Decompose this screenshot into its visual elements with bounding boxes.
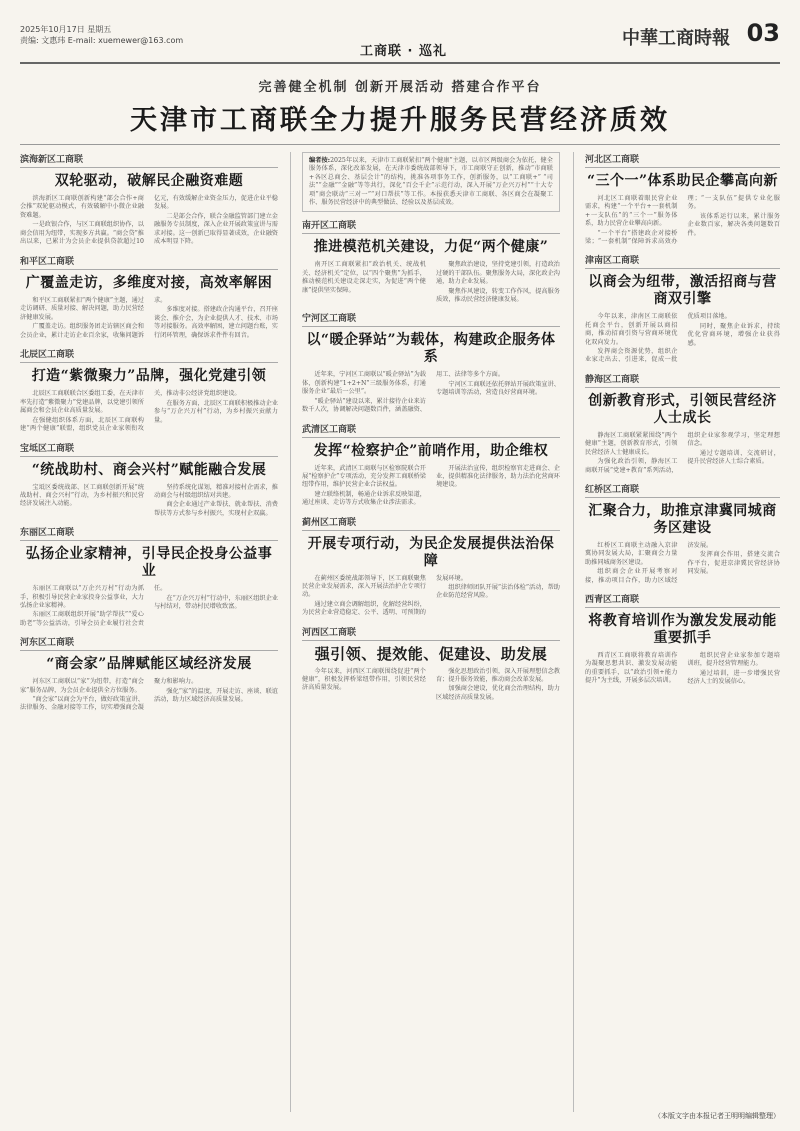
paragraph: “一个平台”搭建政企对接桥梁；“一套机制”保障诉求高效办理；“一支队伍”提供专业化服务。 <box>585 195 780 246</box>
article-body <box>585 195 780 246</box>
paragraph: 通过培训，进一步增强民营经济人士的发展信心。 <box>687 669 780 686</box>
paragraph: 一是政银合作，与区工商联组织协作，以商会信用为纽带，实现多方共赢。“商会贷”推出以来，已累计为会员企业提供贷款超过10亿元，有效缓解企业资金压力，促进企业平稳发展。 <box>20 195 278 246</box>
paragraph: 今年以来，河西区工商联围绕促进“两个健康”，积极发挥桥梁纽带作用，引领民营经济高质量发展。 <box>302 667 426 692</box>
paragraph: 二是部会合作，联合金融监管部门建立金融服务专员制度，深入企业开展政策宣讲与需求对接。这一创新已取得显著成效，企业融资成本明显下降。 <box>154 212 278 246</box>
article-region: 滨海新区工商联 <box>20 152 278 168</box>
article-dongli <box>20 525 278 628</box>
article-region: 北辰区工商联 <box>20 347 278 363</box>
article-jinnan <box>585 253 780 364</box>
article-xiqing <box>585 592 780 687</box>
article-baodi <box>20 441 278 519</box>
paragraph: 聚焦政治建设，坚持党建引领，打造政治过硬的干部队伍。聚焦服务大局，深化政企沟通，助力企业发展。 <box>436 261 560 286</box>
article-title: 发挥“检察护企”前哨作用，助企维权 <box>313 442 549 459</box>
editor-line: 责编: 文惠玮 E-mail: xuemewer@163.com <box>20 36 184 45</box>
paragraph: “商会家”以商会为平台，做好政策宣讲、法律服务、金融对接等工作，切实增强商会凝聚力和影响力。 <box>20 678 198 712</box>
article-title: 汇聚合力，助推京津冀同城商务区建设 <box>588 502 777 536</box>
article-body <box>585 542 780 585</box>
article-title: 打造“紫微聚力”品牌，强化党建引领 <box>31 368 267 385</box>
article-region: 津南区工商联 <box>585 253 780 269</box>
article-binhai <box>20 152 278 247</box>
paragraph: 近年来，宁河区工商联以“暖企驿站”为载体，创新构建“1+2+N”三级服务体系，打通服务企业“最后一公里”。 <box>302 371 426 396</box>
column-divider-right <box>573 152 574 1112</box>
article-title: 双轮驱动，破解民企融资难题 <box>54 173 244 189</box>
article-region: 武清区工商联 <box>302 422 560 438</box>
newspaper-name: 中華工商時報 <box>622 28 730 49</box>
paragraph: 近年来，武清区工商联与区检察院联合开展“检察护企”专项活动，充分发挥工商联桥梁纽带作用，维护民营企业合法权益。 <box>302 464 426 489</box>
article-jinghai <box>585 372 780 475</box>
article-body <box>20 484 278 519</box>
headline-divider <box>20 144 780 145</box>
paragraph: 北辰区工商联联合区委组工委，在天津市率先打造“紫微聚力”党建品牌，以党建引领所属商会和会员企业高质量发展。 <box>20 390 144 415</box>
paragraph: 发挥商会作用，搭建交流合作平台，促进京津冀民营经济协同发展。 <box>687 551 780 576</box>
article-title: 弘扬企业家精神，引导民企投身公益事业 <box>25 546 273 580</box>
paragraph: 加强商会建设，优化商会治理结构，助力区域经济高质量发展。 <box>436 685 560 701</box>
page-headline: 天津市工商联全力提升服务民营经济质效 <box>130 105 670 136</box>
paragraph: “暖企驿站”建设以来，累计接待企业来访数千人次，协调解决问题数百件，涵盖融资、用工、法律等多个方面。 <box>302 371 505 414</box>
article-region: 河北区工商联 <box>585 152 780 168</box>
issue-date: 2025年10月17日 星期五 <box>20 25 112 34</box>
article-region: 河西区工商联 <box>302 625 560 641</box>
paragraph: 组织民营企业家参加专题培训班，提升经营管理能力。 <box>687 651 780 668</box>
paragraph: 河北区工商联着眼民营企业需求，构建“一个平台+一套机制+一支队伍”的“三个一”服务体系，助力民营企业攀高向新。 <box>585 195 678 228</box>
paragraph: 通过建立商会调解组织，化解经营纠纷，为民营企业营造稳定、公平、透明、可预期的发展环境。 <box>302 574 467 617</box>
article-heping <box>20 254 278 341</box>
paragraph: 通过专题培训、交流研讨，提升民营经济人士综合素质。 <box>687 449 780 466</box>
article-title: 广覆盖走访，多维度对接，高效率解困 <box>25 274 273 291</box>
paragraph: 开展法治宣传，组织检察官走进商会、企业，提供精准化法律服务，助力法治化营商环境建设。 <box>436 464 560 489</box>
article-region: 红桥区工商联 <box>585 482 780 498</box>
paragraph: 宝坻区委统战部、区工商联创新开展“统战助村、商会兴村”行动，为乡村振兴和民营经济发展注入动能。 <box>20 483 144 508</box>
masthead-date-block <box>20 24 183 46</box>
paragraph: 组织商会企业开展考察对接，推动项目合作，助力区域经济发展。 <box>585 541 713 584</box>
editor-note-text: 2025年以来，天津市工商联紧扣“两个健康”主题，以市区两级商会为依托，健全服务体系，深化改革发展，在天津市委统战部领导下，市工商联守正创新，推动“市商联+各区总商会、基层会计”的结构，挑准各项事务工作，创新服务，以“工商联+” “司法”“金融”“金融”等等共行，深化“百会千企”示范行动，深入开展“万企兴万村”“十大专项”商会联动“三对一”“对口帮扶”等工作。本报获悉天津市工商联、各区商会在凝聚工作、服务民营经济中的典型做法、经验以及基层成效。 <box>309 157 553 207</box>
column-name: 工商联 · 巡礼 <box>360 44 447 59</box>
paragraph: 坚持系统化谋划，精准对接村企需求，推动商会与村级组织结对共建。 <box>154 483 278 499</box>
article-hedong <box>20 635 278 713</box>
article-title: 将教育培训作为激发发展动能重要抓手 <box>588 612 777 646</box>
article-jizhou <box>302 515 560 618</box>
article-title: 以商会为纽带，激活招商与营商双引擎 <box>588 274 777 308</box>
paragraph: 组织律师团队开展“法治体检”活动，帮助企业防范经营风险。 <box>436 583 560 600</box>
column-divider-left <box>290 152 291 1112</box>
paragraph: 发挥商会资源优势，组织企业家走出去、引进来，促成一批优质项目落地。 <box>585 313 731 364</box>
left-column <box>20 152 278 713</box>
paragraph: 在服务方面，北辰区工商联积极推动企业参与“万企兴万村”行动，为乡村振兴贡献力量。 <box>154 399 278 424</box>
masthead <box>20 19 780 60</box>
article-title: “三个一”体系助民企攀高向新 <box>586 173 779 189</box>
paragraph: 东丽区工商联以“万企兴万村”行动为抓手，积极引导民营企业家投身公益事业，大力弘扬企业家精神。 <box>20 585 144 609</box>
paragraph: 强化思想政治引领，深入开展理想信念教育；提升服务效能，推动商会改革发展。 <box>436 667 560 683</box>
article-body <box>20 195 278 247</box>
article-title: 推进模范机关建设，力促“两个健康” <box>313 239 549 256</box>
right-column <box>585 152 780 687</box>
article-hebei <box>585 152 780 246</box>
article-body <box>585 652 780 687</box>
article-title: 开展专项行动，为民企发展提供法治保障 <box>307 535 555 569</box>
article-region: 宁河区工商联 <box>302 311 560 327</box>
article-title: “统战助村、商会兴村”赋能融合发展 <box>31 461 267 478</box>
article-hexi <box>302 625 560 703</box>
article-ninghe <box>302 311 560 414</box>
paragraph: 在强健组织体系方面，北辰区工商联构建“两个健康”联盟，组织党员企业家领衔攻关，推动非公经济党组织建设。 <box>20 390 241 433</box>
article-region: 宝坻区工商联 <box>20 441 278 457</box>
page-number: 03 <box>746 19 780 47</box>
article-beichen <box>20 347 278 433</box>
article-body <box>302 465 560 508</box>
paragraph: 为强化政治引领，静海区工商联开展“党建+教育”系列活动，组织企业家参观学习，坚定理想信念。 <box>585 431 780 474</box>
paragraph: 该体系运行以来，累计服务企业数百家，解决各类问题数百件。 <box>687 212 780 237</box>
paragraph: 同时，聚焦企业诉求，持续优化营商环境，增强企业获得感。 <box>687 322 780 347</box>
article-nankai <box>302 218 560 304</box>
article-body <box>302 371 560 414</box>
paragraph: 河东区工商联以“家”为纽带，打造“商会家”服务品牌，为会员企业提供全方位服务。 <box>20 678 144 694</box>
article-title: “商会家”品牌赋能区域经济发展 <box>46 656 252 673</box>
article-body <box>20 390 278 433</box>
article-region: 和平区工商联 <box>20 254 278 270</box>
article-body <box>585 432 780 475</box>
paragraph: 建立联络机制，畅通企业诉求反映渠道，通过座谈、走访等方式收集企业涉法需求。 <box>302 490 426 507</box>
article-region: 河东区工商联 <box>20 635 278 651</box>
paragraph: 东丽区工商联组织开展“助学帮扶”“爱心助老”等公益活动，引导会员企业履行社会责任。 <box>20 585 167 627</box>
article-wuqing <box>302 422 560 508</box>
paragraph: 宁河区工商联还依托驿站开展政策宣讲、专题培训等活动，营造良好营商环境。 <box>436 380 560 397</box>
article-region: 东丽区工商联 <box>20 525 278 541</box>
paragraph: 红桥区工商联主动融入京津冀协同发展大局，汇聚商会力量助推同城商务区建设。 <box>585 541 678 566</box>
paragraph: 强化“家”的温度，开展走访、座谈、联谊活动，助力区域经济高质量发展。 <box>154 687 278 703</box>
article-body <box>20 585 278 628</box>
paragraph: 和平区工商联紧扣“两个健康”主题，通过走访调研、质量对接、解决问题，助力民营经济健康发展。 <box>20 296 144 321</box>
article-body <box>302 261 560 304</box>
article-title: 以“暖企驿站”为载体，构建政企服务体系 <box>306 332 556 366</box>
middle-column <box>302 152 560 702</box>
editor-note <box>302 152 560 212</box>
article-body <box>302 575 560 618</box>
paragraph: 在“万企兴万村”行动中，东丽区组织企业与村结对，带动村民增收致富。 <box>154 594 278 610</box>
slogan: 完善健全机制 创新开展活动 搭建合作平台 <box>258 80 542 95</box>
article-body <box>302 668 560 703</box>
article-region: 蓟州区工商联 <box>302 515 560 531</box>
masthead-divider <box>20 62 780 64</box>
article-title: 创新教育形式，引领民营经济人士成长 <box>588 392 777 426</box>
article-region: 西青区工商联 <box>585 592 780 608</box>
paragraph: 聚焦作风建设，转变工作作风，提高服务质效，推动民营经济健康发展。 <box>436 287 560 304</box>
article-hongqiao <box>585 482 780 585</box>
article-region: 南开区工商联 <box>302 218 560 234</box>
paragraph: 在蓟州区委统战部领导下，区工商联聚焦民营企业发展需求，深入开展法治护企专项行动。 <box>302 574 426 599</box>
article-body <box>585 313 780 364</box>
article-body <box>20 297 278 341</box>
paragraph: 西青区工商联将教育培训作为凝聚思想共识、激发发展动能的重要抓手，以“政治引领+能力提升”为主线，开展多层次培训。 <box>585 651 678 685</box>
article-body <box>20 678 278 713</box>
paragraph: 滨海新区工商联创新构建“部会合作+商会推”双轮驱动模式，有效破解中小微企业融资难题。 <box>20 195 144 219</box>
paragraph: 静海区工商联紧紧围绕“两个健康”主题，创新教育形式，引领民营经济人士健康成长。 <box>585 431 678 456</box>
paragraph: 今年以来，津南区工商联依托商会平台，创新开展以商招商，推动招商引资与营商环境优化双向发力。 <box>585 313 678 346</box>
paragraph: 商会企业通过产业帮扶、就业帮扶、消费帮扶等方式参与乡村振兴，实现村企双赢。 <box>154 501 278 517</box>
editor-note-label: 编者按: <box>309 157 331 164</box>
paragraph: 广覆盖走访。组织服务团走访辖区商会和会员企业，累计走访企业百余家，收集问题诉求。 <box>20 296 167 339</box>
page-footnote: （本版文字由本报记者王明明编辑整理） <box>654 1112 780 1120</box>
article-region: 静海区工商联 <box>585 372 780 388</box>
paragraph: 多维度对接。搭建政企沟通平台，召开座谈会、推介会，为企业提供人才、技术、市场等对接服务。高效率解困，建立问题台账，实行闭环管理，确保诉求件件有回音。 <box>154 306 278 339</box>
paragraph: 南开区工商联紧扣“政治机关、统战机关、经济机关”定位，以“四个聚焦”为抓手，推动模范机关建设走深走实，为促进“两个健康”提供坚实保障。 <box>302 261 426 294</box>
article-title: 强引领、提效能、促建设、助发展 <box>314 644 548 663</box>
